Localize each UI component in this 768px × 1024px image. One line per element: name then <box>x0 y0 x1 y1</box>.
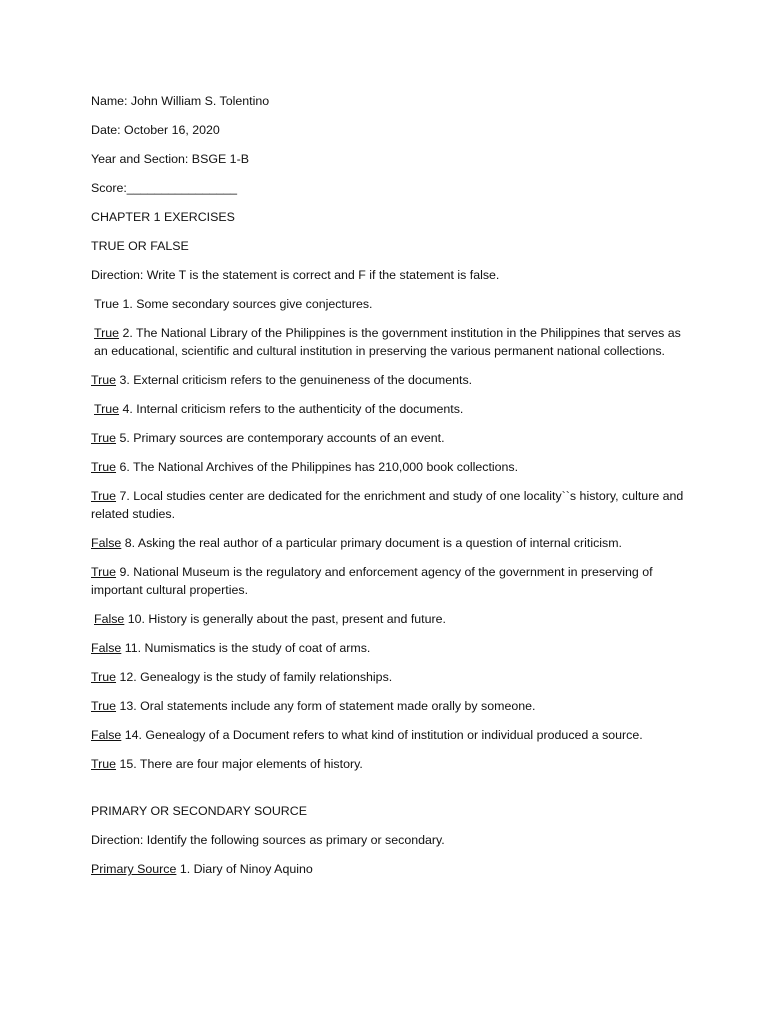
tf-answer: False <box>91 728 122 742</box>
tf-item-14 <box>91 726 691 744</box>
tf-answer: True <box>91 460 117 474</box>
tf-item-8 <box>91 534 691 552</box>
tf-statement: 11. Numismatics is the study of coat of arms. <box>121 641 371 655</box>
tf-item-15 <box>91 755 691 773</box>
tf-statement: 13. Oral statements include any form of statement made orally by someone. <box>116 699 536 713</box>
tf-answer: True <box>94 402 120 416</box>
tf-item-11 <box>91 639 691 657</box>
tf-answer: True <box>91 565 117 579</box>
primary-secondary-title: PRIMARY OR SECONDARY SOURCE <box>91 804 307 818</box>
tf-answer: True <box>91 757 117 771</box>
tf-statement: 6. The National Archives of the Philippines has 210,000 book collections. <box>116 460 519 474</box>
tf-statement: 7. Local studies center are dedicated for the enrichment and study of one locality``s history, culture and related studies. <box>91 489 684 521</box>
tf-answer: False <box>94 612 125 626</box>
tf-answer: False <box>91 536 122 550</box>
ps-answer: Primary Source <box>91 862 177 876</box>
tf-statement: 1. Some secondary sources give conjectures. <box>119 297 373 311</box>
exercise-date: Date: October 16, 2020 <box>91 123 220 137</box>
tf-statement: 8. Asking the real author of a particular primary document is a question of internal criticism. <box>121 536 622 550</box>
tf-item-1 <box>91 295 691 313</box>
tf-item-5 <box>91 429 691 447</box>
tf-statement: 15. There are four major elements of history. <box>116 757 363 771</box>
tf-item-2 <box>91 324 691 360</box>
tf-answer: True <box>94 297 120 311</box>
tf-item-6 <box>91 458 691 476</box>
tf-item-4 <box>91 400 691 418</box>
tf-answer: True <box>91 699 117 713</box>
chapter-title: CHAPTER 1 EXERCISES <box>91 210 235 224</box>
tf-item-10 <box>91 610 691 628</box>
ps-source: 1. Diary of Ninoy Aquino <box>176 862 313 876</box>
score-line: Score:________________ <box>91 181 238 195</box>
tf-answer: True <box>91 489 117 503</box>
tf-answer: True <box>94 326 120 340</box>
tf-answer: True <box>91 670 117 684</box>
ps-item-1 <box>91 860 691 878</box>
tf-statement: 10. History is generally about the past, present and future. <box>124 612 446 626</box>
tf-statement: 2. The National Library of the Philippines is the government institution in the Philippines that serves as an educational, scientific and cultural institution in preserving the various permanent national collections. <box>94 326 681 358</box>
tf-statement: 9. National Museum is the regulatory and enforcement agency of the government in preserving of important cultural properties. <box>91 565 653 597</box>
section-spacer <box>91 784 691 802</box>
true-false-direction: Direction: Write T is the statement is correct and F if the statement is false. <box>91 268 500 282</box>
tf-item-13 <box>91 697 691 715</box>
tf-statement: 4. Internal criticism refers to the authenticity of the documents. <box>119 402 464 416</box>
document-body <box>91 92 691 889</box>
tf-statement: 5. Primary sources are contemporary accounts of an event. <box>116 431 445 445</box>
year-and-section: Year and Section: BSGE 1-B <box>91 152 249 166</box>
tf-answer: False <box>91 641 122 655</box>
tf-item-12 <box>91 668 691 686</box>
tf-item-7 <box>91 487 691 523</box>
tf-statement: 12. Genealogy is the study of family relationships. <box>116 670 393 684</box>
primary-secondary-direction: Direction: Identify the following sources as primary or secondary. <box>91 833 445 847</box>
tf-statement: 14. Genealogy of a Document refers to what kind of institution or individual produced a source. <box>121 728 643 742</box>
true-false-title: TRUE OR FALSE <box>91 239 189 253</box>
tf-answer: True <box>91 373 117 387</box>
tf-item-9 <box>91 563 691 599</box>
tf-item-3 <box>91 371 691 389</box>
tf-statement: 3. External criticism refers to the genuineness of the documents. <box>116 373 473 387</box>
tf-answer: True <box>91 431 117 445</box>
student-name: Name: John William S. Tolentino <box>91 94 270 108</box>
